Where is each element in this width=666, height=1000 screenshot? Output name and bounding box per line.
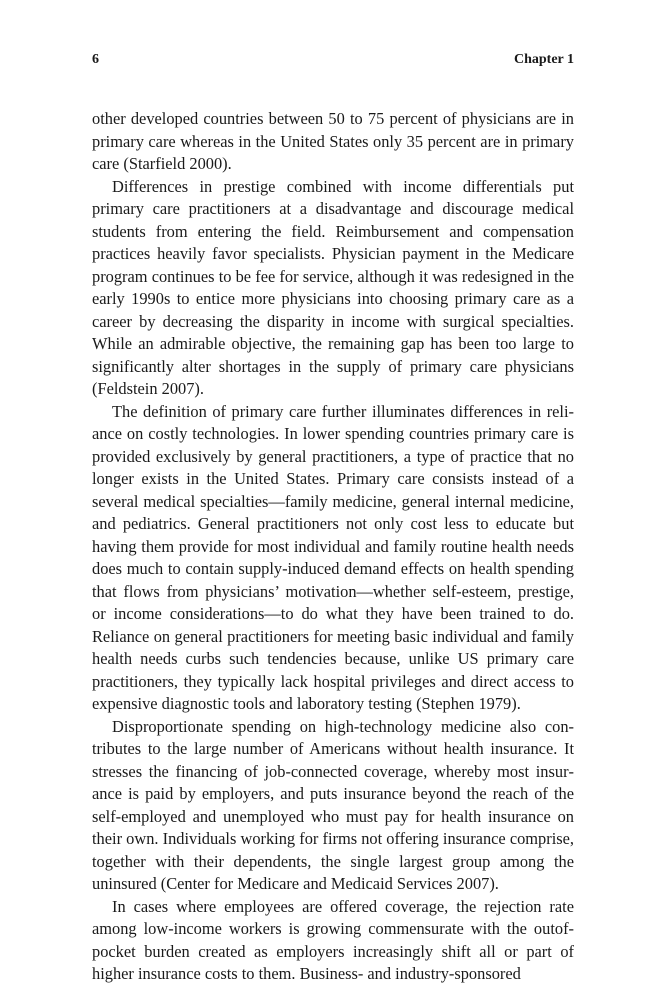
chapter-label: Chapter 1 bbox=[513, 52, 574, 67]
body-text bbox=[92, 108, 574, 986]
paragraph-employer-coverage: In cases where employees are offered coverage, the rejection rate among low-income workers is growing commensurate with the outof-pocket burden created as employers increasingly shift all or part of higher insurance costs to them. Business- and industry-sponsored bbox=[92, 896, 574, 983]
paragraph-continued: other developed countries between 50 to 75 percent of physicians are in primary care whereas in the United States only 35 percent are in primary care (Starfield 2000). bbox=[92, 109, 574, 173]
running-head bbox=[92, 52, 574, 72]
paragraph-uninsured: Disproportionate spending on high-technology medicine also contributes to the large number of Americans without health insurance. It stresses the financing of job-connected coverage, whereby most insurance is paid by employers, and puts insurance beyond the reach of the self-employed and unemployed who must pay for health insurance on their own. Individuals working for firms not offering insurance comprise, together with their dependents, the single largest group among the uninsured (Center for Medicare and Medicaid Services 2007). bbox=[92, 716, 574, 893]
paragraph-primary-care-definition: The definition of primary care further illuminates differences in reliance on costly technologies. In lower spending countries primary care is provided exclusively by general practitioners, a type of practice that no longer exists in the United States. Primary care consists instead of a several medical specialties—family medicine, general internal medicine, and pediatrics. General practitioners not only cost less to educate but having them provide for most individual and family routine health needs does much to contain supply-induced demand effects on health spending that flows from physicians’ motivation—whether self-esteem, prestige, or income considerations—to do what they have been trained to do. Reliance on general practitioners for meeting basic individual and family health needs curbs such tendencies because, unlike US primary care practitioners, they typically lack hospital privileges and direct access to expensive diagnostic tools and laboratory testing (Stephen 1979). bbox=[92, 401, 574, 713]
page-number: 6 bbox=[92, 52, 99, 67]
paragraph-prestige: Differences in prestige combined with income differentials put primary care practitioners at a disadvantage and discourage medical students from entering the field. Reimbursement and compensation practices heavily favor specialists. Physician payment in the Medicare program continues to be fee for service, although it was redesigned in the early 1990s to entice more physicians into choosing primary care as a career by decreasing the disparity in income with surgical specialties. While an admirable objective, the remaining gap has been too large to significantly alter shortages in the supply of primary care physicians (Feldstein 2007). bbox=[92, 176, 574, 398]
